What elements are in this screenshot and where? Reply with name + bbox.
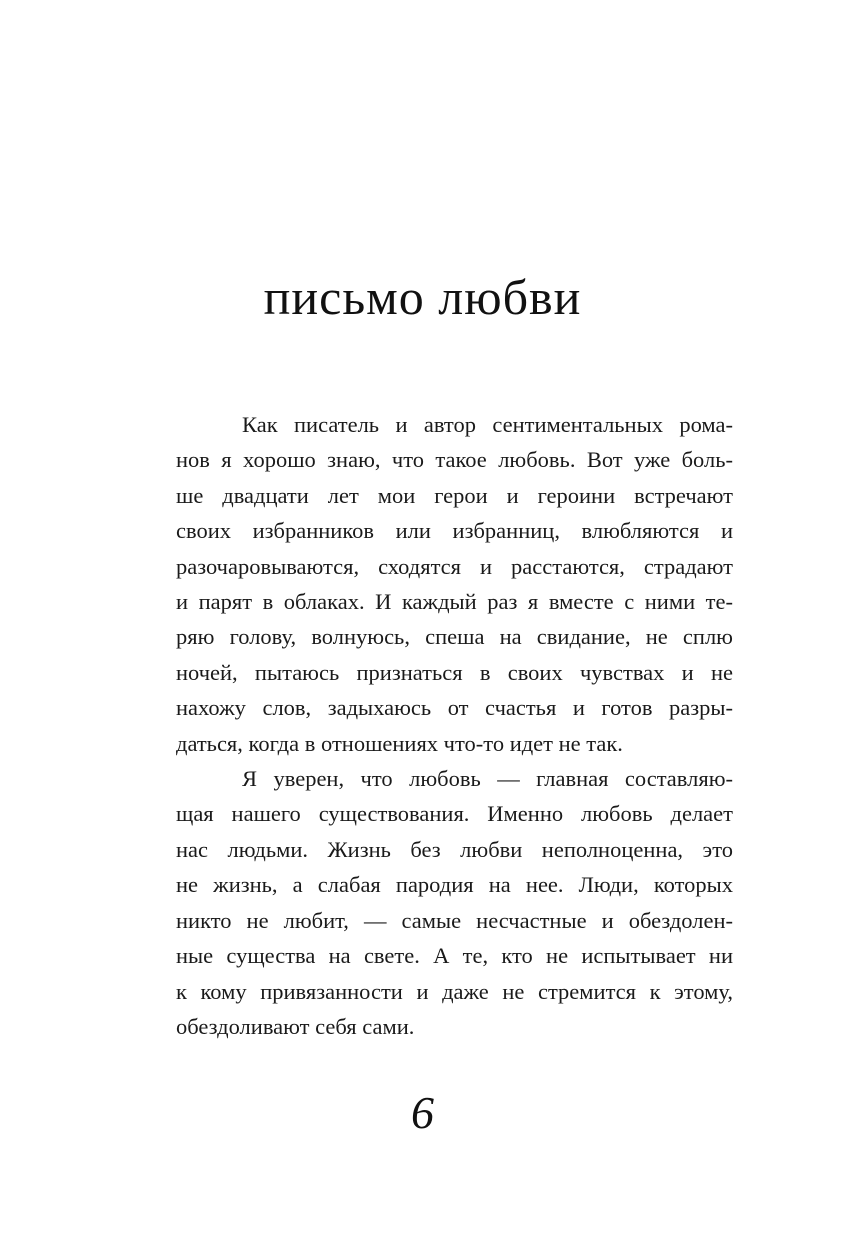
text-line: щая нашего существования. Именно любовь делает: [176, 801, 733, 827]
text-line: никто не любит, — самые несчастные и обездолен-: [176, 907, 733, 933]
text-line: нахожу слов, задыхаюсь от счастья и готов разры-: [176, 695, 733, 721]
text-line: ше двадцати лет мои герои и героини встречают: [176, 482, 733, 508]
paragraph: [176, 761, 733, 1044]
page-number: 6: [411, 1087, 434, 1138]
text-line: Я уверен, что любовь — главная составляю-: [242, 766, 733, 792]
text-line: ряю голову, волнуюсь, спеша на свидание, не сплю: [176, 624, 733, 650]
text-line: ночей, пытаюсь признаться в своих чувствах и не: [176, 659, 733, 685]
chapter-title: письмо любви: [263, 269, 582, 325]
text-line: Как писатель и автор сентиментальных рома-: [242, 412, 733, 437]
text-line: к кому привязанности и даже не стремится к этому,: [176, 978, 733, 1004]
text-line: нов я хорошо знаю, что такое любовь. Вот уже боль-: [176, 447, 733, 473]
text-line: ные существа на свете. А те, кто не испытывает ни: [176, 943, 733, 969]
text-line: обездоливают себя сами.: [176, 1013, 415, 1039]
text-line: своих избранников или избранниц, влюбляются и: [176, 518, 733, 544]
paragraph: [176, 407, 733, 761]
text-line: нас людьми. Жизнь без любви неполноценна, это: [176, 836, 733, 862]
text-line: не жизнь, а слабая пародия на нее. Люди, которых: [176, 872, 733, 898]
text-line: и парят в облаках. И каждый раз я вместе с ними те-: [176, 589, 733, 615]
body-text: [176, 407, 733, 1044]
text-line: даться, когда в отношениях что-то идет не так.: [176, 730, 623, 756]
text-line: разочаровываются, сходятся и расстаются, страдают: [176, 553, 733, 579]
